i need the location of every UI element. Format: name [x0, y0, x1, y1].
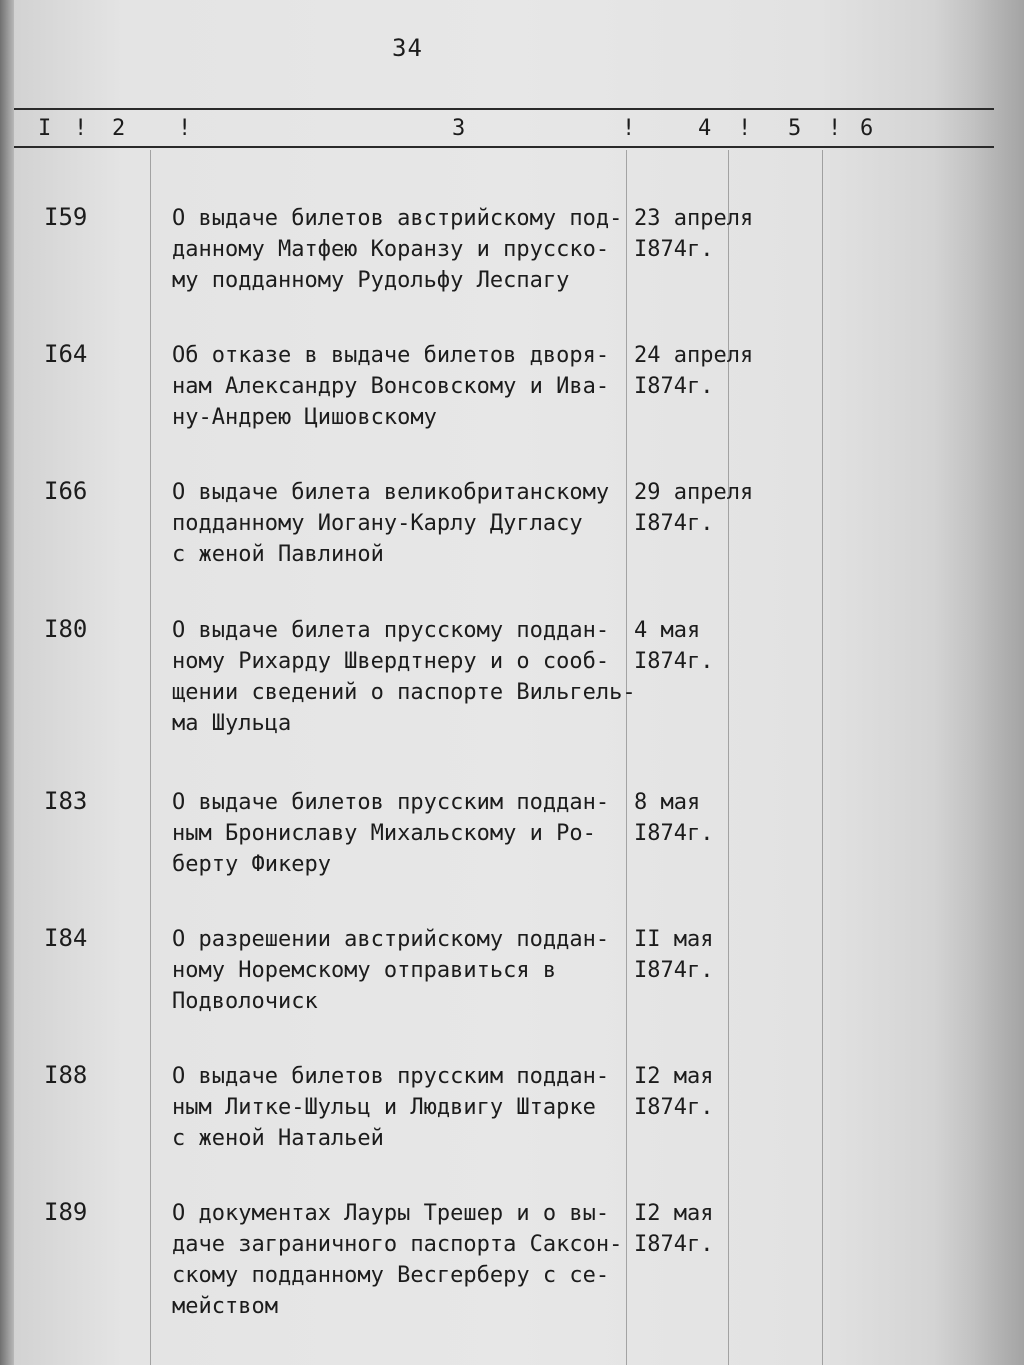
- record-date: [634, 1198, 713, 1260]
- title-line: О выдаче билетов прусским поддан-: [172, 790, 610, 815]
- date-year: I874г.: [634, 237, 714, 262]
- title-line: ма Шульца: [172, 711, 292, 736]
- column-divider: [150, 150, 151, 1365]
- date-day: 23 апреля: [634, 206, 754, 231]
- title-line: ну-Андрею Цишовскому: [172, 405, 437, 430]
- record-title: [172, 615, 636, 739]
- date-year: I874г.: [634, 511, 714, 536]
- record-date: [634, 1061, 713, 1123]
- title-line: скому подданному Весгерберу с се-: [172, 1263, 610, 1288]
- title-line: Об отказе в выдаче билетов дворя-: [172, 343, 610, 368]
- record-title: [172, 787, 632, 880]
- record-title: [172, 924, 632, 1017]
- header-separator: !: [828, 116, 842, 141]
- title-line: с женой Павлиной: [172, 542, 384, 567]
- date-year: I874г.: [634, 958, 714, 983]
- title-line: ным Брониславу Михальскому и Ро-: [172, 821, 596, 846]
- title-line: с женой Натальей: [172, 1126, 384, 1151]
- date-day: 4 мая: [634, 618, 701, 643]
- record-number: I89: [44, 1198, 88, 1226]
- date-day: 8 мая: [634, 790, 701, 815]
- header-col-4: 4: [698, 116, 712, 141]
- record-title: [172, 340, 632, 433]
- date-year: I874г.: [634, 821, 714, 846]
- date-year: I874г.: [634, 1095, 714, 1120]
- record-number: I80: [44, 615, 88, 643]
- record-number: I88: [44, 1061, 88, 1089]
- header-col-1: I: [38, 116, 52, 141]
- header-col-5: 5: [788, 116, 802, 141]
- record-number: I84: [44, 924, 88, 952]
- title-line: О выдаче билета прусскому поддан-: [172, 618, 610, 643]
- header-col-3: 3: [452, 116, 466, 141]
- column-divider: [728, 150, 729, 1365]
- header-separator: !: [178, 116, 192, 141]
- title-line: данному Матфею Коранзу и прусско-: [172, 237, 610, 262]
- page-shadow: [934, 0, 1024, 1365]
- page-number: 34: [392, 34, 423, 62]
- header-rule-top: [14, 108, 994, 110]
- date-day: 24 апреля: [634, 343, 754, 368]
- date-year: I874г.: [634, 374, 714, 399]
- title-line: мейством: [172, 1294, 278, 1319]
- title-line: му подданному Рудольфу Леспагу: [172, 268, 570, 293]
- date-year: I874г.: [634, 1232, 714, 1257]
- title-line: ным Литке-Шульц и Людвигу Штарке: [172, 1095, 596, 1120]
- header-separator: !: [622, 116, 636, 141]
- record-date: [634, 924, 713, 986]
- title-line: берту Фикеру: [172, 852, 331, 877]
- record-number: I83: [44, 787, 88, 815]
- date-day: I2 мая: [634, 1064, 714, 1089]
- record-number: I64: [44, 340, 88, 368]
- title-line: подданному Иогану-Карлу Дугласу: [172, 511, 583, 536]
- title-line: Подволочиск: [172, 989, 318, 1014]
- record-date: [634, 203, 753, 265]
- title-line: ному Рихарду Швердтнеру и о сооб-: [172, 649, 610, 674]
- column-divider: [626, 150, 627, 1365]
- title-line: О выдаче билетов австрийскому под-: [172, 206, 623, 231]
- header-col-6: 6: [860, 116, 874, 141]
- record-number: I66: [44, 477, 88, 505]
- title-line: щении сведений о паспорте Вильгель-: [172, 680, 636, 705]
- column-divider: [822, 150, 823, 1365]
- record-title: [172, 477, 632, 570]
- record-title: [172, 1061, 632, 1154]
- title-line: О документах Лауры Трешер и о вы-: [172, 1201, 610, 1226]
- title-line: О разрешении австрийскому поддан-: [172, 927, 610, 952]
- title-line: даче заграничного паспорта Саксон-: [172, 1232, 623, 1257]
- date-day: 29 апреля: [634, 480, 754, 505]
- page-binding-edge: [0, 0, 14, 1365]
- record-date: [634, 340, 753, 402]
- header-separator: !: [738, 116, 752, 141]
- title-line: нам Александру Вонсовскому и Ива-: [172, 374, 610, 399]
- date-day: II мая: [634, 927, 714, 952]
- record-date: [634, 615, 713, 677]
- record-date: [634, 787, 713, 849]
- title-line: О выдаче билетов прусским поддан-: [172, 1064, 610, 1089]
- header-col-2: 2: [112, 116, 126, 141]
- record-date: [634, 477, 753, 539]
- record-title: [172, 203, 632, 296]
- title-line: ному Норемскому отправиться в: [172, 958, 557, 983]
- date-day: I2 мая: [634, 1201, 714, 1226]
- record-number: I59: [44, 203, 88, 231]
- title-line: О выдаче билета великобританскому: [172, 480, 610, 505]
- header-separator: !: [74, 116, 88, 141]
- header-rule-bottom: [14, 146, 994, 148]
- date-year: I874г.: [634, 649, 714, 674]
- record-title: [172, 1198, 632, 1322]
